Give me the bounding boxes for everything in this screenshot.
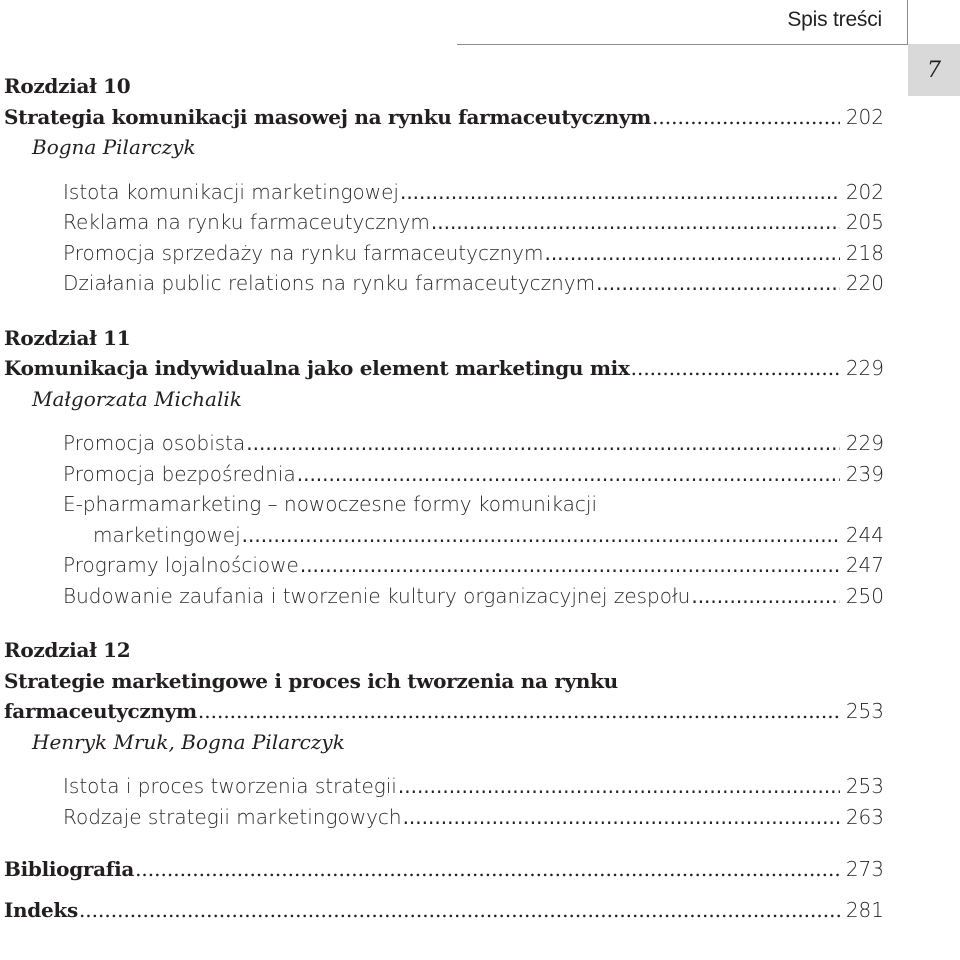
back-matter-title: Bibliografia bbox=[4, 857, 135, 881]
chapter-12 bbox=[4, 635, 884, 832]
page-ref: 250 bbox=[845, 583, 884, 608]
chapter-title-entry[interactable] bbox=[4, 696, 884, 727]
section-title: Promocja bezpośrednia bbox=[63, 461, 296, 486]
section-title: Działania public relations na rynku farmaceutycznym bbox=[63, 271, 596, 295]
section-title: marketingowej bbox=[93, 522, 241, 547]
chapter-title-entry[interactable] bbox=[4, 353, 884, 384]
page-ref: 247 bbox=[845, 553, 884, 577]
toc-section-entry[interactable] bbox=[4, 207, 884, 238]
toc-section-entry[interactable] bbox=[4, 238, 884, 269]
leader-dots bbox=[652, 102, 840, 133]
toc-section-entry[interactable] bbox=[4, 771, 884, 802]
leader-dots bbox=[400, 177, 840, 208]
section-title: Istota i proces tworzenia strategii bbox=[63, 774, 397, 798]
chapter-title: Komunikacja indywidualna jako element marketingu mix bbox=[4, 356, 630, 380]
toc-section-entry[interactable] bbox=[4, 177, 884, 208]
chapter-author: Małgorzata Michalik bbox=[32, 386, 242, 411]
chapter-title: Strategia komunikacji masowej na rynku farmaceutycznym bbox=[4, 104, 652, 129]
chapter-10 bbox=[4, 71, 884, 299]
chapter-title: farmaceutycznym bbox=[4, 699, 197, 723]
chapter-11 bbox=[4, 323, 884, 612]
page-number-tab bbox=[908, 44, 960, 96]
toc-index-entry[interactable] bbox=[4, 895, 884, 926]
chapter-title-line1[interactable]: Strategie marketingowe i proces ich tworzenia na rynku bbox=[4, 668, 618, 693]
section-title: Promocja sprzedaży na rynku farmaceutycznym bbox=[63, 240, 544, 265]
leader-dots bbox=[431, 207, 840, 238]
page-ref: 263 bbox=[845, 804, 884, 829]
chapter-title-entry[interactable] bbox=[4, 102, 884, 133]
section-title: Programy lojalnościowe bbox=[63, 553, 299, 577]
leader-dots bbox=[544, 238, 840, 269]
header-vertical-rule bbox=[907, 0, 908, 44]
chapter-author: Bogna Pilarczyk bbox=[32, 135, 196, 159]
section-title: Istota komunikacji marketingowej bbox=[63, 179, 399, 204]
chapter-label: Rozdział 11 bbox=[4, 325, 131, 350]
leader-dots bbox=[398, 771, 840, 802]
leader-dots bbox=[297, 459, 840, 490]
toc-section-entry[interactable] bbox=[4, 428, 884, 459]
page-ref: 218 bbox=[845, 240, 884, 265]
leader-dots bbox=[631, 353, 840, 384]
chapter-label: Rozdział 12 bbox=[4, 638, 131, 662]
toc-section-entry[interactable] bbox=[4, 459, 884, 490]
toc-section-entry[interactable] bbox=[4, 268, 884, 299]
table-of-contents bbox=[4, 71, 884, 925]
toc-section-entry[interactable] bbox=[4, 550, 884, 581]
chapter-label: Rozdział 10 bbox=[4, 74, 131, 98]
page-ref: 205 bbox=[845, 210, 884, 234]
back-matter-title: Indeks bbox=[4, 897, 78, 922]
leader-dots bbox=[596, 268, 840, 299]
toc-bibliography-entry[interactable] bbox=[4, 854, 884, 885]
section-title-line1[interactable]: E-pharmamarketing – nowoczesne formy komunikacji bbox=[63, 492, 597, 516]
page-ref: 229 bbox=[845, 356, 884, 380]
toc-section-entry[interactable] bbox=[4, 520, 884, 551]
leader-dots bbox=[135, 854, 840, 885]
leader-dots bbox=[79, 895, 840, 926]
section-title: Reklama na rynku farmaceutycznym bbox=[63, 210, 430, 234]
leader-dots bbox=[242, 520, 840, 551]
page-ref: 273 bbox=[845, 857, 884, 881]
section-title: Rodzaje strategii marketingowych bbox=[63, 804, 402, 829]
leader-dots bbox=[300, 550, 840, 581]
leader-dots bbox=[691, 581, 840, 612]
page-ref: 202 bbox=[845, 179, 884, 204]
leader-dots bbox=[403, 802, 840, 833]
toc-section-entry[interactable] bbox=[4, 802, 884, 833]
page-ref: 281 bbox=[845, 897, 884, 922]
chapter-author: Henryk Mruk, Bogna Pilarczyk bbox=[32, 729, 345, 754]
page-number: 7 bbox=[927, 57, 941, 83]
leader-dots bbox=[246, 428, 840, 459]
page-ref: 229 bbox=[845, 431, 884, 455]
toc-section-entry[interactable] bbox=[4, 581, 884, 612]
section-title: Promocja osobista bbox=[63, 431, 246, 455]
page-ref: 239 bbox=[845, 461, 884, 486]
header-rule bbox=[457, 44, 908, 45]
page-ref: 202 bbox=[845, 104, 884, 129]
leader-dots bbox=[198, 696, 840, 727]
page-ref: 253 bbox=[845, 774, 884, 798]
page-ref: 244 bbox=[845, 522, 884, 547]
page-ref: 253 bbox=[845, 699, 884, 723]
running-head: Spis treści bbox=[787, 8, 882, 31]
section-title: Budowanie zaufania i tworzenie kultury organizacyjnej zespołu bbox=[63, 583, 691, 608]
page-ref: 220 bbox=[845, 271, 884, 295]
